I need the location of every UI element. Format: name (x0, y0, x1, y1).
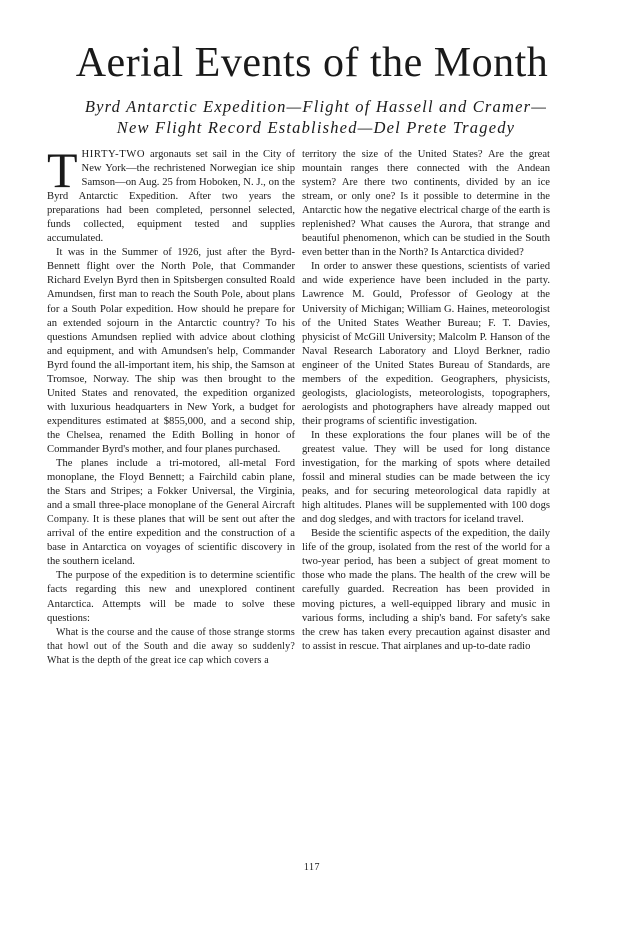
left-paragraph-1-text: argonauts set sail in the City of New York—the rechristened Norwegian ice ship Samson—on Aug. 25 from Hoboken, N. J., on the Byrd Antarctic Expedition. After two years the preparations had been completed, personnel selected, funds collected, equipment tested and supplies accumulated. (47, 149, 295, 245)
left-paragraph-2: It was in the Summer of 1926, just after the Byrd-Bennett flight over the North Pole, that Commander Richard Evelyn Byrd then in Spitsbergen consulted Roald Amundsen, first man to reach the South Pole, about plans for a South Polar expedition. How should he prepare for an extended sojourn in the Antarctic country? To his questions Amundsen replied with advice about clothing and equipment, and with Amundsen's help, Commander Byrd found the all-important item, his ship, the Samson at Tromsoe, Norway. The ship was then brought to the United States and renovated, the expedition organized with luxurious headquarters in New York, a budget for expenditures estimated at $855,000, and a second ship, the Chelsea, renamed the Edith Bolling in honor of Commander Byrd's mother, and four planes purchased. (47, 247, 295, 455)
left-paragraph-3-part-b: of the General Aircraft Company. It is (47, 500, 295, 526)
article-subtitle (56, 96, 576, 138)
right-paragraph-2: In order to answer these questions, scientists of varied and wide experience have been included in the party. Lawrence M. Gould, Professor of Geology at the University of Michigan; William G. Haines, meteorologist of the United States Weather Bureau; F. T. Davies, physicist of McGill University; Malcolm P. Hanson of the Naval Research Laboratory and Lloyd Berkner, radio engineer of the United States Bureau of Standards, are members of the expedition. Geographers, physicists, geologists, glaciologists, meteorologists, topographers, aerologists and photographers have already mapped out their programs of scientific investigation. (302, 261, 550, 427)
right-paragraph-3 (302, 429, 550, 527)
left-paragraph-3 (47, 457, 295, 569)
left-paragraph-3-part-c: these planes that will be sent out after the arrival of the entire expedition and the construction of a base in Antarctica on voyages of scientific discovery in the southern iceland. (47, 514, 295, 568)
right-paragraph-4: Beside the scientific aspects of the expedition, the daily life of the group, isolated from the rest of the world for a two-year period, has been a subject of great moment to those who made the plans. The health of the crew will be carefully guarded. Recreation has been provided in moving pictures, a well-equipped library and music in various forms, including a ship's band. For safety's sake the crew has taken every precaution against disaster and to assist in rescue. That airplanes and up-to-date radio (302, 528, 550, 652)
right-paragraph-1: territory the size of the United States? Are the great mountain ranges there connected with the Andean system? Are there two continents, divided by an ice stream, or only one? Is it possible to determine in the Antarctic how the negative electrical charge of the earth is replenished? What causes the Aurora, that strange and beautiful phenomenon, which can be studied in the South even better than in the North? Is Antarctica divided? (302, 149, 550, 259)
left-paragraph-1 (47, 142, 295, 246)
article-title: Aerial Events of the Month (75, 40, 549, 86)
right-paragraph-3-part-b: data rapidly at high altitudes. Planes will (302, 486, 551, 512)
right-paragraph-3-part-c: be supplemented with 100 dogs and dog sledges, and with tractors for iceland travel. (302, 500, 550, 526)
left-paragraph-5: What is the course and the cause of those strange storms that howl out of the South and die away so suddenly? What is the depth of the great ice cap which covers a (47, 626, 295, 666)
left-paragraph-4: The purpose of the expedition is to determine scientific facts regarding this new and unexplored continent Antarctica. Attempts will be made to solve these questions: (47, 570, 295, 624)
lead-in-caps: HIRTY-TWO (81, 149, 146, 160)
drop-cap: T (47, 142, 78, 198)
left-paragraph-3-part-a: The planes include a tri-motored, all-metal Ford monoplane, the Floyd Bennett; a Fairchild cabin plane, the Stars and Stripes; a Fokker Universal, the Virginia, and a small three-place monoplane (47, 458, 295, 512)
right-paragraph-3-part-a: In these explorations the four planes will be of the greatest value. They will be used for long distance investigation, for the marking of spots where detailed fossil and mineral studies can be made between the icy peaks, and for securing meteorological (302, 429, 550, 498)
subtitle-line-2: New Flight Record Established—Del Prete Tragedy (116, 118, 516, 137)
left-column (47, 142, 295, 668)
subtitle-line-1: Byrd Antarctic Expedition—Flight of Hassell and Cramer— (84, 97, 548, 116)
right-column (302, 148, 550, 654)
page-number: 117 (303, 862, 321, 873)
